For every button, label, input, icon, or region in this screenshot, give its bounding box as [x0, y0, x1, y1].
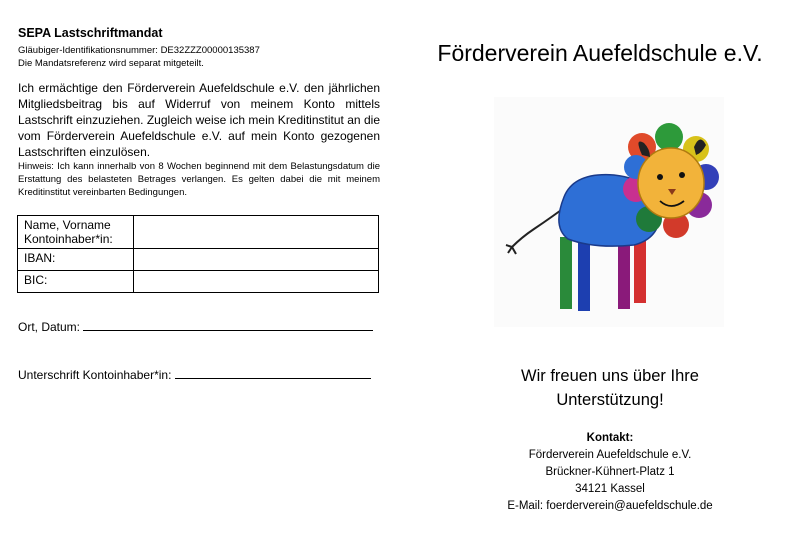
- thanks-line-1: Wir freuen uns über Ihre: [521, 367, 699, 385]
- signature-field[interactable]: [175, 366, 371, 379]
- contact-email[interactable]: E-Mail: foerderverein@auefeldschule.de: [507, 500, 713, 512]
- contact-city: 34121 Kassel: [575, 483, 645, 495]
- name-label-cell: [18, 216, 134, 249]
- sepa-mandate-section: [18, 26, 380, 199]
- place-date-field[interactable]: [83, 318, 373, 331]
- bic-label: BIC:: [18, 271, 134, 293]
- contact-heading: Kontakt:: [586, 432, 634, 444]
- name-field[interactable]: [134, 216, 379, 249]
- contact-street: Brückner-Kühnert-Platz 1: [545, 466, 675, 478]
- account-form-table: [17, 215, 379, 293]
- bic-field[interactable]: [134, 271, 379, 293]
- signature-row: [18, 366, 371, 382]
- name-label-line-1: Name, Vorname: [24, 218, 111, 232]
- signature-label: Unterschrift Kontoinhaber*in:: [18, 368, 172, 382]
- lion-drawing-icon: [494, 97, 724, 327]
- thanks-line-2: Unterstützung!: [556, 391, 664, 409]
- place-date-label: Ort, Datum:: [18, 320, 81, 334]
- flyer-title: Förderverein Auefeldschule e.V.: [437, 40, 763, 66]
- iban-label: IBAN:: [18, 249, 134, 271]
- place-date-row: [18, 318, 373, 334]
- iban-field[interactable]: [134, 249, 379, 271]
- reference-note: Die Mandatsreferenz wird separat mitgeteilt.: [18, 58, 204, 69]
- contact-block: [460, 430, 760, 515]
- name-label-line-2: Kontoinhaber*in:: [24, 232, 113, 246]
- mandate-title: SEPA Lastschriftmandat: [18, 26, 163, 40]
- creditor-id: Gläubiger-Identifikationsnummer: DE32ZZZ00000135387: [18, 45, 260, 56]
- thanks-message: [460, 364, 760, 412]
- hint-text: Hinweis: Ich kann innerhalb von 8 Wochen beginnend mit dem Belastungsdatum die Erstattung des belasteten Betrages verlangen. Es gelten dabei die mit meinem Kreditinstitut vereinbarten Bedingungen.: [18, 161, 380, 198]
- contact-org: Förderverein Auefeldschule e.V.: [528, 449, 692, 461]
- authorization-text: Ich ermächtige den Förderverein Auefeldschule e.V. den jährlichen Mitgliedsbeitrag bis auf Widerruf von meinem Konto mittels Lastschrift einzuziehen. Zugleich weise ich mein Kreditinstitut an die vom Förderverein Auefeldschule e.V. auf mein Konto gezogenen Lastschriften einzulösen.: [18, 81, 380, 159]
